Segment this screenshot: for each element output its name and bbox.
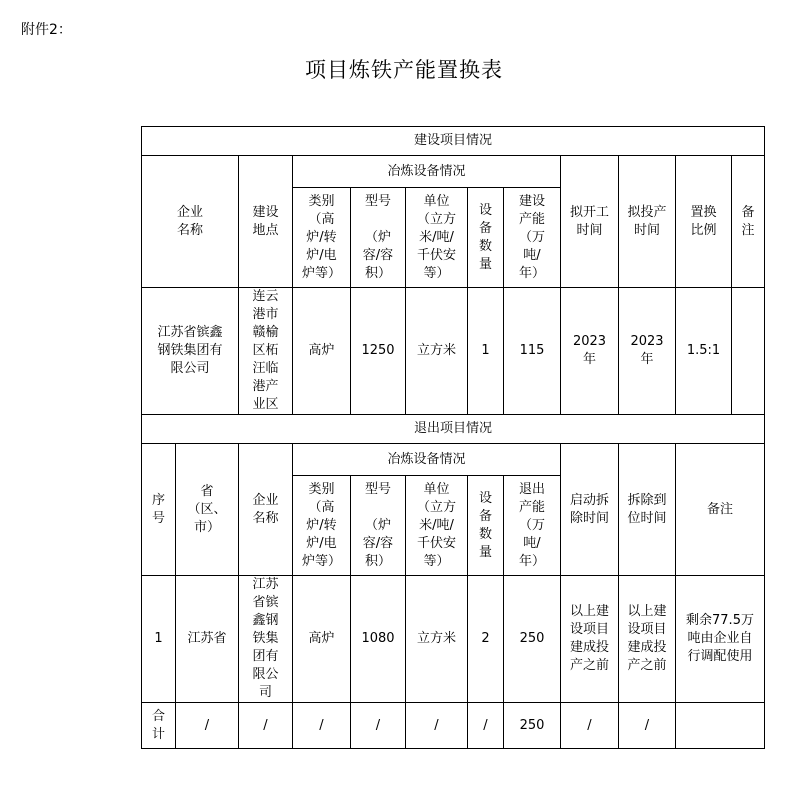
build-model-cell: 1250	[351, 288, 406, 415]
build-ratio-header: 置换 比例	[676, 156, 732, 288]
exit-no-cell: 1	[142, 576, 176, 703]
exit-type-cell: 高炉	[293, 576, 351, 703]
build-remark-header: 备 注	[732, 156, 765, 288]
total-unit-cell: /	[406, 703, 468, 749]
build-remark-cell	[732, 288, 765, 415]
build-start-header: 拟开工 时间	[561, 156, 619, 288]
build-data-row	[142, 288, 765, 415]
exit-model-header: 型号 （炉 容/容 积）	[351, 476, 406, 576]
build-unit-cell: 立方米	[406, 288, 468, 415]
total-model-cell: /	[351, 703, 406, 749]
exit-count-cell: 2	[468, 576, 504, 703]
exit-no-header: 序 号	[142, 444, 176, 576]
exit-company-header: 企业 名称	[239, 444, 293, 576]
exit-data-row	[142, 576, 765, 703]
total-type-cell: /	[293, 703, 351, 749]
build-equipment-group-header: 冶炼设备情况	[293, 156, 561, 188]
total-remark-cell	[676, 703, 765, 749]
exit-province-header: 省 （区、 市）	[176, 444, 239, 576]
build-section-row	[142, 127, 765, 156]
exit-section-title: 退出项目情况	[142, 415, 765, 444]
exit-equipment-group-header: 冶炼设备情况	[293, 444, 561, 476]
page-title: 项目炼铁产能置换表	[305, 58, 503, 82]
total-count-cell: /	[468, 703, 504, 749]
total-label-cell: 合 计	[142, 703, 176, 749]
build-operate-cell: 2023 年	[619, 288, 676, 415]
exit-capacity-cell: 250	[504, 576, 561, 703]
exit-unit-header: 单位 （立方 米/吨/ 千伏安 等）	[406, 476, 468, 576]
build-company-header: 企业 名称	[142, 156, 239, 288]
build-header-row	[142, 156, 765, 188]
build-model-header: 型号 （炉 容/容 积）	[351, 188, 406, 288]
build-unit-header: 单位 （立方 米/吨/ 千伏安 等）	[406, 188, 468, 288]
exit-capacity-header: 退出 产能 （万 吨/ 年）	[504, 476, 561, 576]
exit-company-cell: 江苏 省镔 鑫钢 铁集 团有 限公 司	[239, 576, 293, 703]
build-location-header: 建设 地点	[239, 156, 293, 288]
build-type-header: 类别 （高 炉/转 炉/电 炉等）	[293, 188, 351, 288]
exit-finish-header: 拆除到 位时间	[619, 444, 676, 576]
build-ratio-cell: 1.5:1	[676, 288, 732, 415]
attachment-label: 附件2：	[21, 22, 72, 38]
build-count-cell: 1	[468, 288, 504, 415]
total-finish-cell: /	[619, 703, 676, 749]
build-capacity-cell: 115	[504, 288, 561, 415]
total-row	[142, 703, 765, 749]
exit-count-header: 设 备 数 量	[468, 476, 504, 576]
exit-start-header: 启动拆 除时间	[561, 444, 619, 576]
build-location-cell: 连云 港市 赣榆 区柘 汪临 港产 业区	[239, 288, 293, 415]
total-province-cell: /	[176, 703, 239, 749]
capacity-replacement-table	[141, 126, 765, 749]
exit-start-cell: 以上建 设项目 建成投 产之前	[561, 576, 619, 703]
exit-remark-header: 备注	[676, 444, 765, 576]
exit-unit-cell: 立方米	[406, 576, 468, 703]
exit-finish-cell: 以上建 设项目 建成投 产之前	[619, 576, 676, 703]
build-company-cell: 江苏省镔鑫 钢铁集团有 限公司	[142, 288, 239, 415]
exit-type-header: 类别 （高 炉/转 炉/电 炉等）	[293, 476, 351, 576]
exit-province-cell: 江苏省	[176, 576, 239, 703]
build-type-cell: 高炉	[293, 288, 351, 415]
build-section-title: 建设项目情况	[142, 127, 765, 156]
exit-section-row	[142, 415, 765, 444]
exit-remark-cell: 剩余77.5万 吨由企业自 行调配使用	[676, 576, 765, 703]
exit-header-row	[142, 444, 765, 476]
exit-model-cell: 1080	[351, 576, 406, 703]
build-start-cell: 2023 年	[561, 288, 619, 415]
build-capacity-header: 建设 产能 （万 吨/ 年）	[504, 188, 561, 288]
build-operate-header: 拟投产 时间	[619, 156, 676, 288]
total-capacity-cell: 250	[504, 703, 561, 749]
total-company-cell: /	[239, 703, 293, 749]
total-start-cell: /	[561, 703, 619, 749]
build-count-header: 设 备 数 量	[468, 188, 504, 288]
